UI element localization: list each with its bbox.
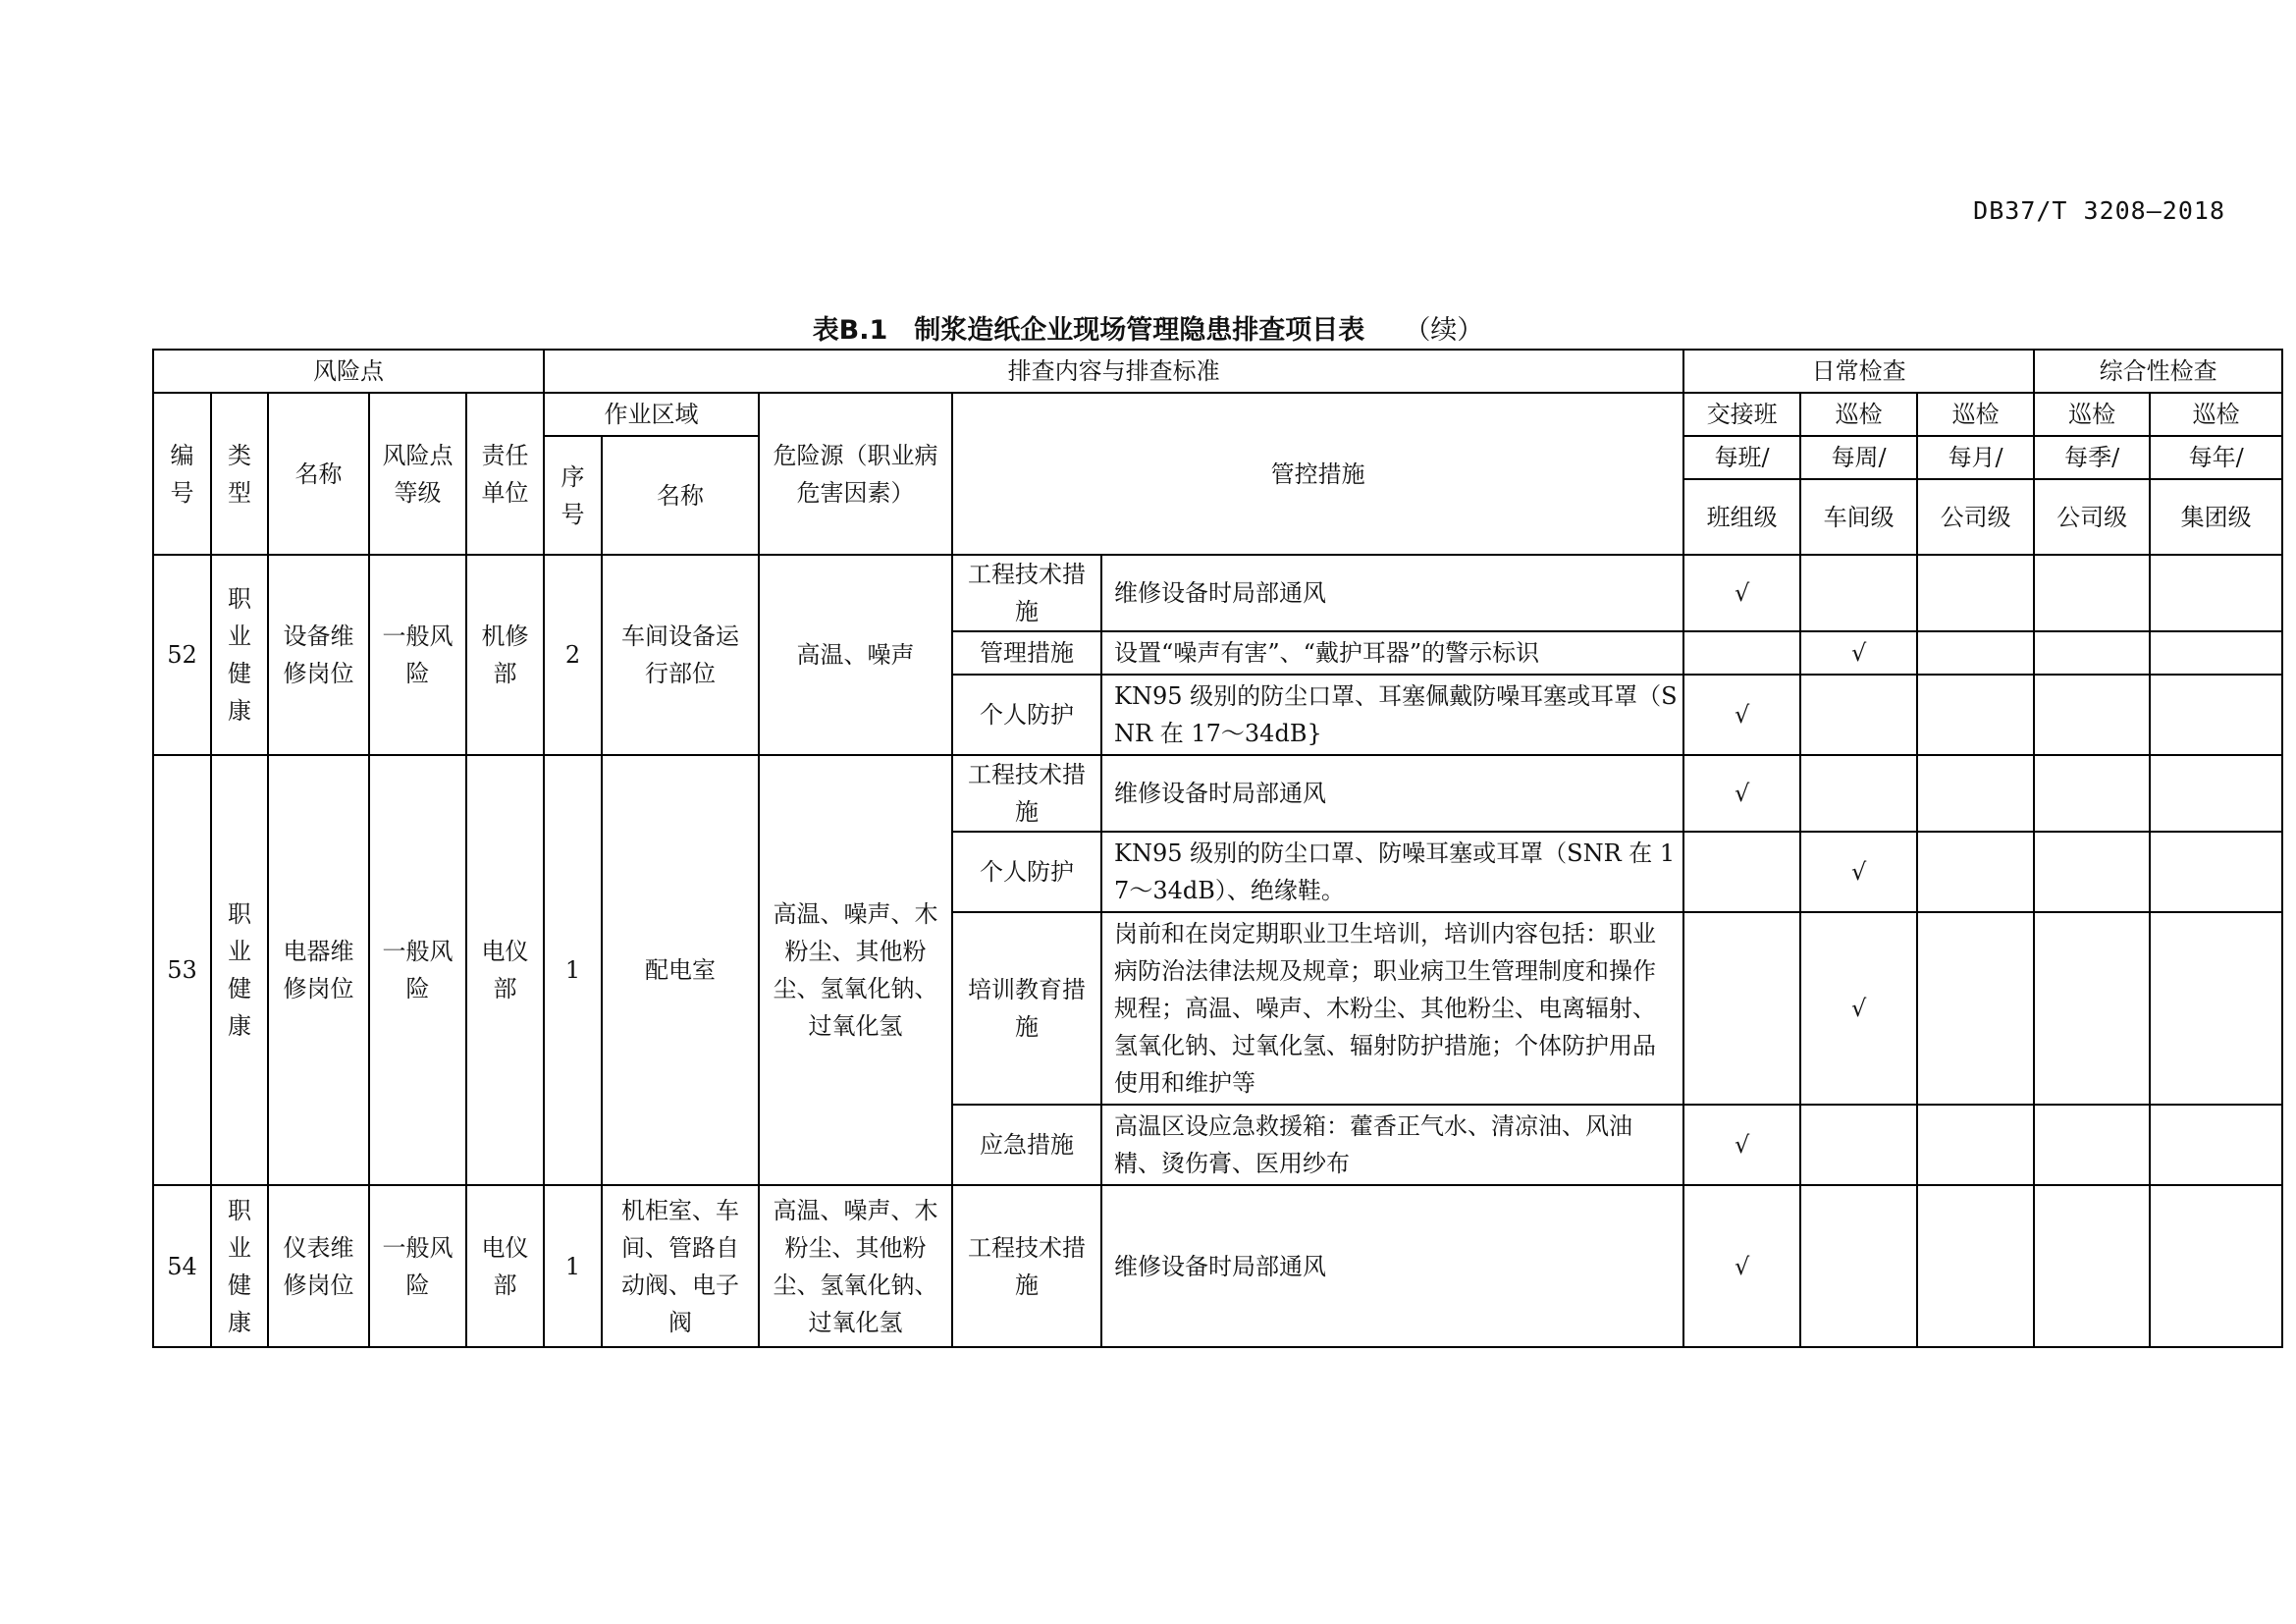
table-title-main: 表B.1 制浆造纸企业现场管理隐患排查项目表 xyxy=(812,315,1365,346)
table-title-continued: （续） xyxy=(1404,315,1484,346)
risk-type: 职业健康 xyxy=(211,1185,268,1347)
table-row xyxy=(153,1185,2282,1347)
col-hazard-header: 危险源（职业病危害因素） xyxy=(759,393,952,555)
responsible-unit: 电仪部 xyxy=(466,1185,544,1347)
check-mark: √ xyxy=(1683,1105,1800,1185)
measure-content: 维修设备时局部通风 xyxy=(1101,555,1683,631)
check-content-header: 排查内容与排查标准 xyxy=(544,350,1683,393)
check-mark xyxy=(1917,832,2034,912)
freq-level-header: 公司级 xyxy=(2034,479,2150,555)
check-mark xyxy=(1800,755,1917,832)
freq-level-header: 公司级 xyxy=(1917,479,2034,555)
work-area-header: 作业区域 xyxy=(544,393,759,436)
check-mark xyxy=(2034,832,2150,912)
hazard-inspection-table xyxy=(152,349,2283,1348)
risk-level: 一般风险 xyxy=(369,555,466,755)
measure-category: 工程技术措施 xyxy=(952,555,1101,631)
check-mark xyxy=(2034,755,2150,832)
freq-period-header: 每班/ xyxy=(1683,436,1800,479)
check-mark xyxy=(2034,675,2150,755)
check-mark xyxy=(1917,675,2034,755)
check-mark: √ xyxy=(1683,675,1800,755)
check-mark: √ xyxy=(1683,1185,1800,1347)
measure-content: KN95 级别的防尘口罩、耳塞佩戴防噪耳塞或耳罩（SNR 在 17～34dB} xyxy=(1101,675,1683,755)
check-mark xyxy=(2034,631,2150,675)
check-mark xyxy=(1800,1185,1917,1347)
measure-content: 设置“噪声有害”、“戴护耳器”的警示标识 xyxy=(1101,631,1683,675)
freq-kind-header: 交接班 xyxy=(1683,393,1800,436)
check-mark xyxy=(1917,1185,2034,1347)
check-mark xyxy=(2034,1185,2150,1347)
freq-level-header: 车间级 xyxy=(1800,479,1917,555)
work-area-name: 配电室 xyxy=(602,755,759,1185)
col-measures-header: 管控措施 xyxy=(952,393,1683,555)
freq-period-header: 每年/ xyxy=(2150,436,2282,479)
check-mark xyxy=(2150,631,2282,675)
check-mark xyxy=(2150,675,2282,755)
check-mark: √ xyxy=(1683,755,1800,832)
responsible-unit: 机修部 xyxy=(466,555,544,755)
table-title xyxy=(0,308,2296,347)
risk-point-header: 风险点 xyxy=(153,350,544,393)
responsible-unit: 电仪部 xyxy=(466,755,544,1185)
check-mark xyxy=(2034,1105,2150,1185)
check-mark xyxy=(1917,912,2034,1105)
measure-category: 个人防护 xyxy=(952,832,1101,912)
risk-point-name: 设备维修岗位 xyxy=(268,555,369,755)
col-area-name-header: 名称 xyxy=(602,436,759,555)
comprehensive-check-header: 综合性检查 xyxy=(2034,350,2282,393)
measure-content: 岗前和在岗定期职业卫生培训，培训内容包括：职业病防治法律法规及规章；职业病卫生管理制度和操作规程；高温、噪声、木粉尘、其他粉尘、电离辐射、氢氧化钠、过氧化氢、辐射防护措施；个体防护用品使用和维护等 xyxy=(1101,912,1683,1105)
measure-content: 高温区设应急救援箱：藿香正气水、清凉油、风油精、烫伤膏、医用纱布 xyxy=(1101,1105,1683,1185)
check-mark xyxy=(1683,912,1800,1105)
freq-period-header: 每月/ xyxy=(1917,436,2034,479)
measure-category: 工程技术措施 xyxy=(952,1185,1101,1347)
area-sequence: 1 xyxy=(544,755,602,1185)
table-row xyxy=(153,755,2282,832)
measure-category: 管理措施 xyxy=(952,631,1101,675)
row-number: 52 xyxy=(153,555,211,755)
daily-check-header: 日常检查 xyxy=(1683,350,2034,393)
freq-kind-header: 巡检 xyxy=(2150,393,2282,436)
risk-point-name: 电器维修岗位 xyxy=(268,755,369,1185)
check-mark xyxy=(2150,912,2282,1105)
col-no-header: 编号 xyxy=(153,393,211,555)
freq-kind-header: 巡检 xyxy=(1800,393,1917,436)
check-mark xyxy=(2034,912,2150,1105)
check-mark: √ xyxy=(1800,912,1917,1105)
col-level-header: 风险点等级 xyxy=(369,393,466,555)
freq-kind-header: 巡检 xyxy=(1917,393,2034,436)
check-mark xyxy=(2150,1105,2282,1185)
work-area-name: 机柜室、车间、管路自动阀、电子阀 xyxy=(602,1185,759,1347)
check-mark xyxy=(1683,832,1800,912)
col-type-header: 类型 xyxy=(211,393,268,555)
check-mark xyxy=(1917,631,2034,675)
measure-content: 维修设备时局部通风 xyxy=(1101,755,1683,832)
hazard-source: 高温、噪声 xyxy=(759,555,952,755)
measure-content: 维修设备时局部通风 xyxy=(1101,1185,1683,1347)
check-mark: √ xyxy=(1800,631,1917,675)
measure-category: 个人防护 xyxy=(952,675,1101,755)
freq-period-header: 每季/ xyxy=(2034,436,2150,479)
hazard-source: 高温、噪声、木粉尘、其他粉尘、氢氧化钠、过氧化氢 xyxy=(759,755,952,1185)
risk-level: 一般风险 xyxy=(369,755,466,1185)
freq-kind-header: 巡检 xyxy=(2034,393,2150,436)
check-mark xyxy=(2150,1185,2282,1347)
risk-type: 职业健康 xyxy=(211,755,268,1185)
risk-level: 一般风险 xyxy=(369,1185,466,1347)
col-unit-header: 责任单位 xyxy=(466,393,544,555)
measure-content: KN95 级别的防尘口罩、防噪耳塞或耳罩（SNR 在 17～34dB）、绝缘鞋。 xyxy=(1101,832,1683,912)
measure-category: 应急措施 xyxy=(952,1105,1101,1185)
check-mark: √ xyxy=(1683,555,1800,631)
check-mark xyxy=(1683,631,1800,675)
check-mark xyxy=(2150,832,2282,912)
check-mark xyxy=(1917,555,2034,631)
measure-category: 工程技术措施 xyxy=(952,755,1101,832)
check-mark xyxy=(1800,675,1917,755)
check-mark xyxy=(1917,755,2034,832)
row-number: 53 xyxy=(153,755,211,1185)
area-sequence: 1 xyxy=(544,1185,602,1347)
col-seq-header: 序号 xyxy=(544,436,602,555)
risk-type: 职业健康 xyxy=(211,555,268,755)
freq-period-header: 每周/ xyxy=(1800,436,1917,479)
check-mark xyxy=(1800,555,1917,631)
document-code: DB37/T 3208—2018 xyxy=(1973,196,2225,225)
freq-level-header: 集团级 xyxy=(2150,479,2282,555)
row-number: 54 xyxy=(153,1185,211,1347)
work-area-name: 车间设备运行部位 xyxy=(602,555,759,755)
check-mark xyxy=(1800,1105,1917,1185)
check-mark xyxy=(1917,1105,2034,1185)
freq-level-header: 班组级 xyxy=(1683,479,1800,555)
table-row xyxy=(153,555,2282,631)
area-sequence: 2 xyxy=(544,555,602,755)
risk-point-name: 仪表维修岗位 xyxy=(268,1185,369,1347)
hazard-source: 高温、噪声、木粉尘、其他粉尘、氢氧化钠、过氧化氢 xyxy=(759,1185,952,1347)
measure-category: 培训教育措施 xyxy=(952,912,1101,1105)
check-mark xyxy=(2150,755,2282,832)
col-name-header: 名称 xyxy=(268,393,369,555)
check-mark xyxy=(2150,555,2282,631)
check-mark xyxy=(2034,555,2150,631)
check-mark: √ xyxy=(1800,832,1917,912)
